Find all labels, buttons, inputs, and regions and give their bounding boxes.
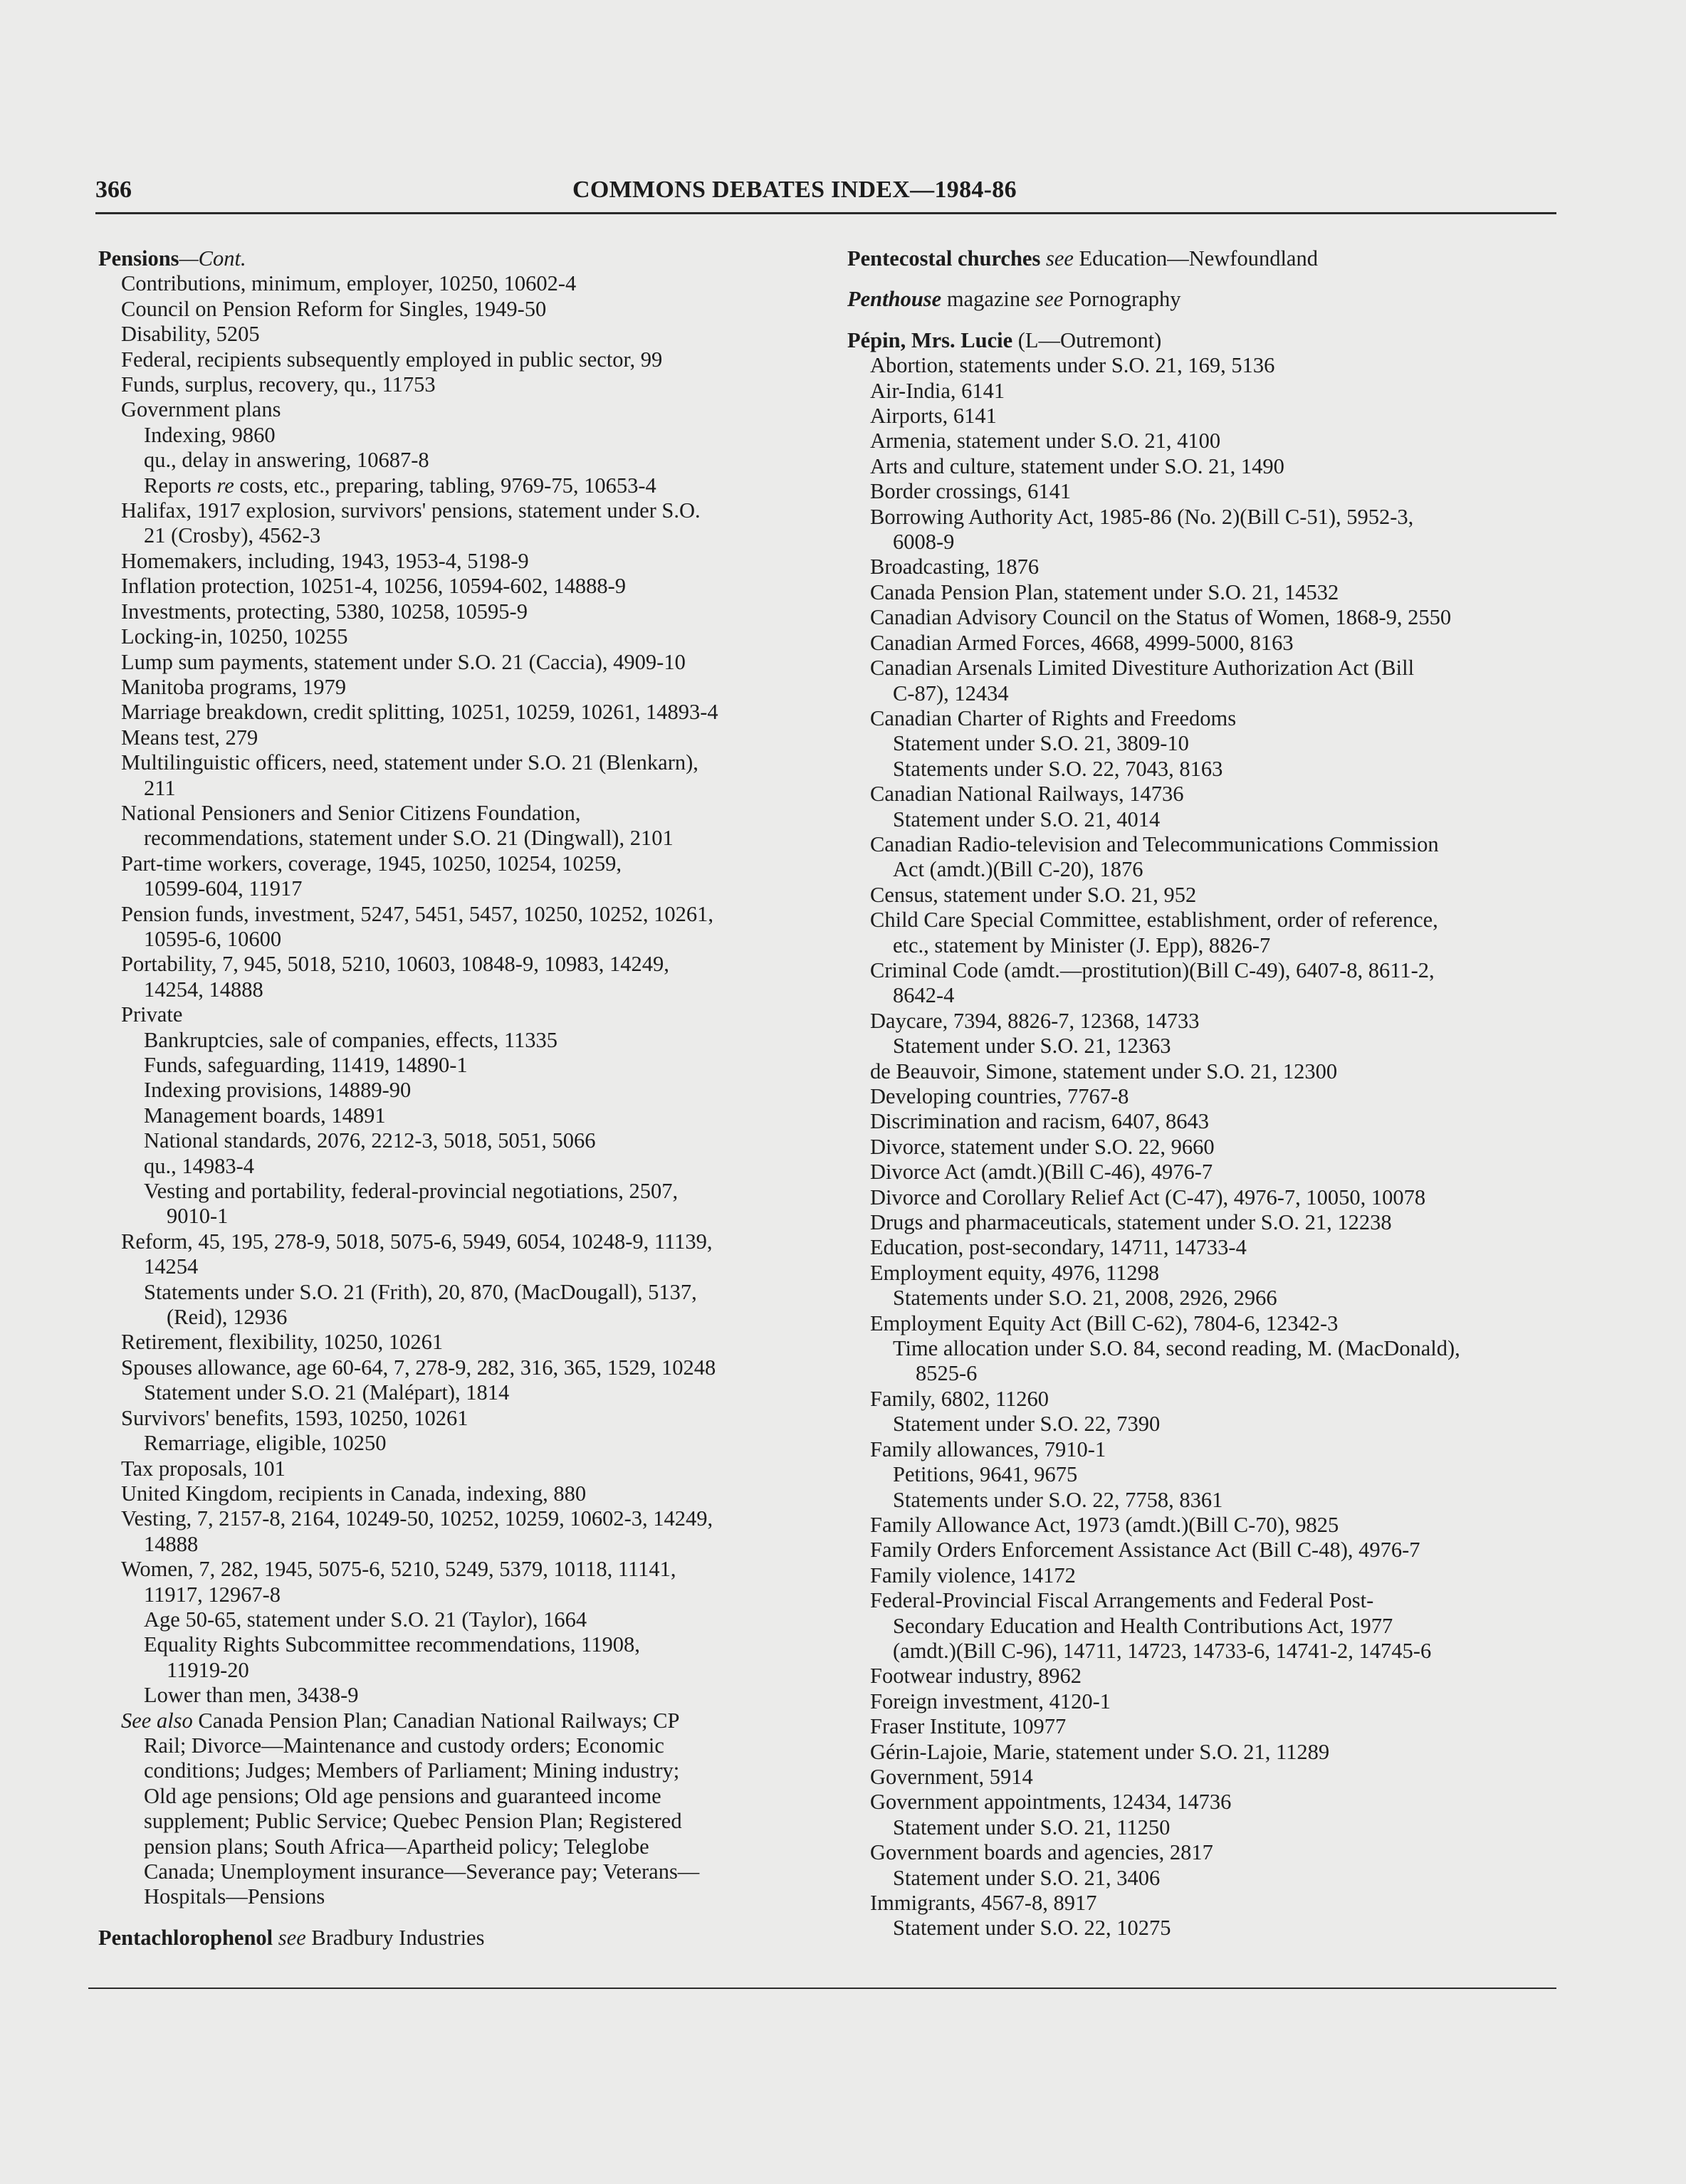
index-entry bbox=[847, 1815, 1566, 1840]
entry-text-text: Statement under S.O. 22, 10275 bbox=[893, 1916, 1171, 1941]
entry-text-text: 10595-6, 10600 bbox=[144, 926, 282, 951]
entry-text-text: Discrimination and racism, 6407, 8643 bbox=[870, 1109, 1210, 1134]
index-entry bbox=[98, 902, 824, 927]
index-entry bbox=[847, 1488, 1566, 1513]
index-entry bbox=[98, 297, 824, 322]
index-entry bbox=[98, 1280, 824, 1305]
entry-text-text: Tax proposals, 101 bbox=[121, 1456, 286, 1481]
entry-text-text: Retirement, flexibility, 10250, 10261 bbox=[121, 1330, 444, 1355]
index-entry bbox=[98, 271, 824, 296]
index-entry bbox=[847, 706, 1566, 731]
index-entry bbox=[98, 549, 824, 574]
entry-text-text: C-87), 12434 bbox=[893, 681, 1009, 705]
index-entry bbox=[847, 1790, 1566, 1815]
page-number: 366 bbox=[95, 177, 132, 203]
index-entry bbox=[98, 1254, 824, 1279]
entry-text-text: Contributions, minimum, employer, 10250, 10602-4 bbox=[121, 271, 577, 296]
entry-text-text: Funds, safeguarding, 11419, 14890-1 bbox=[144, 1053, 468, 1077]
entry-text-text: Education—Newfoundland bbox=[1073, 246, 1318, 271]
index-entry bbox=[98, 1557, 824, 1582]
index-entry bbox=[98, 473, 824, 498]
entry-gap bbox=[847, 313, 1566, 328]
entry-text-text: Secondary Education and Health Contributions Act, 1977 bbox=[893, 1613, 1393, 1638]
index-entry bbox=[847, 908, 1566, 933]
entry-text-text: Marriage breakdown, credit splitting, 10251, 10259, 10261, 14893-4 bbox=[121, 700, 718, 725]
index-entry bbox=[98, 675, 824, 700]
index-entry bbox=[847, 1916, 1566, 1941]
index-entry bbox=[847, 1135, 1566, 1160]
index-entry bbox=[847, 1009, 1566, 1034]
index-entry bbox=[847, 731, 1566, 756]
entry-text-text: Age 50-65, statement under S.O. 21 (Taylor), 1664 bbox=[144, 1607, 587, 1632]
entry-text-text: (L—Outremont) bbox=[1012, 327, 1162, 352]
entry-text-text: Bankruptcies, sale of companies, effects, 11335 bbox=[144, 1027, 558, 1052]
entry-text-text: qu., 14983-4 bbox=[144, 1153, 255, 1178]
index-entry bbox=[98, 1733, 824, 1758]
entry-text-text: Act (amdt.)(Bill C-20), 1876 bbox=[893, 857, 1143, 882]
entry-text-text: Indexing, 9860 bbox=[144, 422, 276, 447]
index-entry bbox=[98, 1053, 824, 1078]
entry-text-text: Statement under S.O. 21, 3809-10 bbox=[893, 731, 1189, 756]
index-entry bbox=[98, 322, 824, 347]
index-entry bbox=[98, 1607, 824, 1632]
index-entry bbox=[98, 1179, 824, 1204]
index-entry bbox=[847, 1462, 1566, 1487]
entry-text-text: Vesting, 7, 2157-8, 2164, 10249-50, 10252, 10259, 10602-3, 14249, bbox=[121, 1506, 713, 1531]
entry-text-text: Indexing provisions, 14889-90 bbox=[144, 1078, 412, 1103]
entry-text-text: etc., statement by Minister (J. Epp), 8826-7 bbox=[893, 933, 1271, 957]
index-entry bbox=[847, 1891, 1566, 1916]
entry-text-text: Employment equity, 4976, 11298 bbox=[870, 1260, 1160, 1285]
index-entry bbox=[98, 952, 824, 977]
index-entry bbox=[847, 1840, 1566, 1865]
entry-text-text: Child Care Special Committee, establishment, order of reference, bbox=[870, 908, 1438, 933]
index-entry bbox=[98, 776, 824, 801]
index-entry bbox=[847, 983, 1566, 1008]
entry-text-ital2: see bbox=[1035, 287, 1064, 312]
index-entry bbox=[847, 479, 1566, 504]
index-entry bbox=[98, 1784, 824, 1809]
entry-text-text: Statement under S.O. 21 (Malépart), 1814 bbox=[144, 1380, 510, 1405]
index-entry bbox=[98, 1658, 824, 1683]
index-entry bbox=[847, 1437, 1566, 1462]
index-entry bbox=[98, 599, 824, 624]
entry-text-text: Census, statement under S.O. 21, 952 bbox=[870, 882, 1197, 907]
index-heading bbox=[98, 246, 824, 271]
index-heading bbox=[98, 1926, 824, 1951]
index-entry bbox=[98, 1128, 824, 1153]
entry-text-text: 11917, 12967-8 bbox=[144, 1582, 281, 1607]
index-entry bbox=[98, 624, 824, 649]
index-entry bbox=[98, 1506, 824, 1531]
entry-text-text: qu., delay in answering, 10687-8 bbox=[144, 448, 429, 473]
index-entry bbox=[847, 1286, 1566, 1311]
index-entry bbox=[847, 1563, 1566, 1588]
index-entry bbox=[847, 555, 1566, 579]
index-entry bbox=[98, 1078, 824, 1103]
entry-text-text: 21 (Crosby), 4562-3 bbox=[144, 523, 321, 548]
index-entry bbox=[98, 448, 824, 473]
entry-text-text: Employment Equity Act (Bill C-62), 7804-6, 12342-3 bbox=[870, 1311, 1339, 1335]
entry-text-text: Border crossings, 6141 bbox=[870, 479, 1072, 504]
index-entry bbox=[847, 1639, 1566, 1664]
entry-text-text: 10599-604, 11917 bbox=[144, 876, 303, 901]
index-entry bbox=[98, 977, 824, 1002]
entry-text-text: Fraser Institute, 10977 bbox=[870, 1714, 1067, 1739]
entry-text-pre: Reports bbox=[144, 473, 217, 498]
entry-gap bbox=[98, 1910, 824, 1926]
entry-text-text: Manitoba programs, 1979 bbox=[121, 674, 346, 699]
index-entry bbox=[98, 725, 824, 750]
index-column-left bbox=[98, 246, 824, 1951]
entry-text-text: Statement under S.O. 21, 4014 bbox=[893, 807, 1161, 831]
index-entry bbox=[847, 505, 1566, 530]
entry-text-text: Arts and culture, statement under S.O. 21, 1490 bbox=[870, 453, 1284, 478]
index-entry bbox=[847, 379, 1566, 404]
index-entry bbox=[847, 807, 1566, 832]
entry-text-text: Inflation protection, 10251-4, 10256, 10594-602, 14888-9 bbox=[121, 574, 627, 599]
index-entry bbox=[847, 757, 1566, 782]
index-entry bbox=[847, 1412, 1566, 1437]
entry-text-text: Criminal Code (amdt.—prostitution)(Bill C-49), 6407-8, 8611-2, bbox=[870, 957, 1435, 982]
entry-text-text: Bradbury Industries bbox=[305, 1925, 485, 1950]
entry-text-text: 11919-20 bbox=[167, 1657, 249, 1682]
index-entry bbox=[847, 933, 1566, 958]
index-entry bbox=[847, 580, 1566, 605]
entry-text-text: 14254, 14888 bbox=[144, 977, 263, 1002]
index-entry bbox=[98, 750, 824, 775]
index-entry bbox=[847, 1235, 1566, 1260]
index-entry bbox=[847, 1538, 1566, 1563]
entry-text-text: Locking-in, 10250, 10255 bbox=[121, 624, 348, 649]
index-entry bbox=[847, 681, 1566, 706]
index-entry bbox=[847, 1160, 1566, 1185]
index-entry bbox=[98, 397, 824, 422]
index-entry bbox=[98, 1380, 824, 1405]
index-entry bbox=[847, 454, 1566, 479]
entry-text-text: Part-time workers, coverage, 1945, 10250, 10254, 10259, bbox=[121, 851, 622, 876]
index-entry bbox=[98, 927, 824, 952]
index-entry bbox=[847, 429, 1566, 453]
index-entry bbox=[847, 1588, 1566, 1613]
entry-text-text: (amdt.)(Bill C-96), 14711, 14723, 14733-6, 14741-2, 14745-6 bbox=[893, 1638, 1432, 1663]
index-entry bbox=[847, 1689, 1566, 1714]
entry-text-text: Daycare, 7394, 8826-7, 12368, 14733 bbox=[870, 1008, 1200, 1033]
entry-text-bold: Pentecostal churches bbox=[847, 246, 1041, 271]
index-entry bbox=[847, 958, 1566, 983]
index-entry bbox=[98, 1154, 824, 1179]
entry-text-text: Canadian Arsenals Limited Divestiture Authorization Act (Bill bbox=[870, 656, 1415, 681]
page-header bbox=[95, 177, 1555, 214]
entry-text-text: pension plans; South Africa—Apartheid policy; Teleglobe bbox=[144, 1834, 649, 1859]
entry-text-bold: Pensions bbox=[98, 246, 179, 271]
entry-text-text: Survivors' benefits, 1593, 10250, 10261 bbox=[121, 1405, 468, 1430]
entry-text-text: Investments, protecting, 5380, 10258, 10595-9 bbox=[121, 599, 528, 624]
entry-text-text: Abortion, statements under S.O. 21, 169, 5136 bbox=[870, 353, 1275, 378]
entry-text-text: costs, etc., preparing, tabling, 9769-75, 10653-4 bbox=[234, 473, 656, 498]
entry-text-text: Drugs and pharmaceuticals, statement under S.O. 21, 12238 bbox=[870, 1210, 1392, 1235]
running-title: COMMONS DEBATES INDEX—1984-86 bbox=[572, 177, 1017, 203]
entry-text-text: Disability, 5205 bbox=[121, 322, 260, 347]
index-entry bbox=[98, 1229, 824, 1254]
index-entry bbox=[98, 826, 824, 851]
entry-text-text: Pension funds, investment, 5247, 5451, 5457, 10250, 10252, 10261, bbox=[121, 901, 713, 926]
entry-text-text: Developing countries, 7767-8 bbox=[870, 1084, 1129, 1108]
index-entry bbox=[847, 1185, 1566, 1210]
index-entry bbox=[98, 801, 824, 826]
entry-text-text: Canadian Charter of Rights and Freedoms bbox=[870, 705, 1237, 730]
index-entry bbox=[98, 423, 824, 448]
entry-text-text: 14888 bbox=[144, 1531, 199, 1556]
entry-text-text: magazine bbox=[941, 287, 1036, 312]
index-entry bbox=[847, 1614, 1566, 1639]
entry-text-text: Funds, surplus, recovery, qu., 11753 bbox=[121, 372, 436, 397]
entry-text-text: Multilinguistic officers, need, statement under S.O. 21 (Blenkarn), bbox=[121, 750, 698, 775]
entry-text-text: Statement under S.O. 22, 7390 bbox=[893, 1412, 1161, 1437]
entry-text-bolditalic: Penthouse bbox=[847, 287, 942, 312]
entry-text-text: Homemakers, including, 1943, 1953-4, 5198-9 bbox=[121, 548, 529, 573]
entry-text-ital: see bbox=[273, 1925, 306, 1950]
entry-text-text: Education, post-secondary, 14711, 14733-4 bbox=[870, 1235, 1247, 1260]
entry-text-text: 14254 bbox=[144, 1254, 199, 1279]
index-entry bbox=[98, 372, 824, 397]
entry-text-text: National Pensioners and Senior Citizens Foundation, bbox=[121, 800, 581, 825]
entry-text-text: Canada Pension Plan; Canadian National Railways; CP bbox=[192, 1708, 680, 1733]
entry-text-text: Immigrants, 4567-8, 8917 bbox=[870, 1891, 1097, 1915]
entry-text-text: Family Allowance Act, 1973 (amdt.)(Bill C-70), 9825 bbox=[870, 1512, 1339, 1537]
entry-text-text: Remarriage, eligible, 10250 bbox=[144, 1431, 387, 1456]
entry-text-text: 8525-6 bbox=[916, 1361, 978, 1386]
entry-text-text: Divorce Act (amdt.)(Bill C-46), 4976-7 bbox=[870, 1160, 1213, 1185]
index-entry bbox=[847, 1513, 1566, 1538]
entry-text-ital: see bbox=[1040, 246, 1074, 271]
entry-text-text: Divorce, statement under S.O. 22, 9660 bbox=[870, 1134, 1215, 1159]
entry-text-text: Canadian National Railways, 14736 bbox=[870, 782, 1184, 807]
index-entry bbox=[98, 1355, 824, 1380]
entry-text-text: Government appointments, 12434, 14736 bbox=[870, 1790, 1232, 1815]
entry-text-text: Canada Pension Plan, statement under S.O. 21, 14532 bbox=[870, 579, 1339, 604]
index-entry bbox=[847, 883, 1566, 908]
index-entry bbox=[847, 631, 1566, 656]
index-entry bbox=[98, 498, 824, 523]
index-entry bbox=[847, 1311, 1566, 1336]
entry-text-text: Statements under S.O. 21 (Frith), 20, 870, (MacDougall), 5137, bbox=[144, 1279, 697, 1304]
entry-text-text: conditions; Judges; Members of Parliament; Mining industry; bbox=[144, 1758, 680, 1783]
entry-text-text: Statement under S.O. 21, 3406 bbox=[893, 1865, 1161, 1890]
entry-text-text: Equality Rights Subcommittee recommendations, 11908, bbox=[144, 1632, 640, 1657]
entry-text-text: Statement under S.O. 21, 12363 bbox=[893, 1034, 1171, 1059]
entry-text-text: Lower than men, 3438-9 bbox=[144, 1683, 359, 1708]
index-entry bbox=[98, 1809, 824, 1834]
entry-text-text: recommendations, statement under S.O. 21 (Dingwall), 2101 bbox=[144, 826, 674, 851]
index-entry bbox=[98, 1028, 824, 1053]
index-entry bbox=[847, 353, 1566, 378]
index-entry bbox=[98, 1532, 824, 1557]
index-entry bbox=[847, 857, 1566, 882]
index-entry bbox=[98, 1582, 824, 1607]
entry-text-text: Lump sum payments, statement under S.O. 21 (Caccia), 4909-10 bbox=[121, 649, 686, 674]
index-entry bbox=[847, 1261, 1566, 1286]
entry-text-text: (Reid), 12936 bbox=[167, 1305, 288, 1330]
entry-text-text: Women, 7, 282, 1945, 5075-6, 5210, 5249, 5379, 10118, 11141, bbox=[121, 1557, 676, 1582]
entry-text-text: National standards, 2076, 2212-3, 5018, 5051, 5066 bbox=[144, 1128, 596, 1153]
entry-text-text: Management boards, 14891 bbox=[144, 1103, 386, 1128]
index-entry bbox=[98, 700, 824, 725]
entry-text-text: Federal-Provincial Fiscal Arrangements and Federal Post- bbox=[870, 1588, 1374, 1613]
entry-text-text: Federal, recipients subsequently employed in public sector, 99 bbox=[121, 347, 663, 372]
index-entry bbox=[847, 1059, 1566, 1084]
index-heading bbox=[847, 328, 1566, 353]
index-entry bbox=[98, 1481, 824, 1506]
entry-text-text: Footwear industry, 8962 bbox=[870, 1664, 1082, 1689]
header-rule bbox=[95, 212, 1556, 214]
index-entry bbox=[98, 650, 824, 675]
entry-text-text: Borrowing Authority Act, 1985-86 (No. 2)(Bill C-51), 5952-3, bbox=[870, 504, 1414, 529]
index-entry bbox=[98, 347, 824, 372]
index-entry bbox=[847, 1210, 1566, 1235]
index-entry bbox=[98, 1884, 824, 1909]
entry-text-text: Armenia, statement under S.O. 21, 4100 bbox=[870, 429, 1221, 453]
index-entry bbox=[847, 1714, 1566, 1739]
index-entry bbox=[98, 1204, 824, 1229]
entry-text-text: Broadcasting, 1876 bbox=[870, 555, 1040, 579]
entry-text-text: Means test, 279 bbox=[121, 725, 258, 750]
entry-text-text: Spouses allowance, age 60-64, 7, 278-9, 282, 316, 365, 1529, 10248 bbox=[121, 1355, 716, 1380]
entry-gap bbox=[847, 271, 1566, 287]
index-entry bbox=[98, 574, 824, 599]
entry-text-text: Canadian Radio-television and Telecommunications Commission bbox=[870, 831, 1439, 856]
index-entry bbox=[847, 1336, 1566, 1361]
entry-text-text: Statement under S.O. 21, 11250 bbox=[893, 1815, 1171, 1839]
entry-text-text: United Kingdom, recipients in Canada, indexing, 880 bbox=[121, 1481, 587, 1506]
entry-text-bold: Pépin, Mrs. Lucie bbox=[847, 327, 1013, 352]
entry-text-text: Statements under S.O. 21, 2008, 2926, 2966 bbox=[893, 1286, 1277, 1311]
index-entry bbox=[98, 1708, 824, 1733]
index-entry bbox=[98, 1431, 824, 1456]
index-entry bbox=[98, 1683, 824, 1708]
entry-text-text: Canadian Armed Forces, 4668, 4999-5000, 8163 bbox=[870, 630, 1294, 655]
entry-text-text: Government, 5914 bbox=[870, 1764, 1033, 1789]
index-entry bbox=[847, 1361, 1566, 1386]
index-entry bbox=[847, 1740, 1566, 1765]
entry-text-text: Family, 6802, 11260 bbox=[870, 1386, 1049, 1411]
entry-text-text: 211 bbox=[144, 775, 176, 800]
entry-text-text: Family allowances, 7910-1 bbox=[870, 1437, 1106, 1461]
entry-text-text: Private bbox=[121, 1002, 183, 1027]
index-heading bbox=[847, 287, 1566, 312]
index-entry bbox=[98, 851, 824, 876]
entry-text-text: Government boards and agencies, 2817 bbox=[870, 1840, 1213, 1865]
entry-text-text: Statements under S.O. 22, 7758, 8361 bbox=[893, 1487, 1223, 1512]
index-entry bbox=[98, 1456, 824, 1481]
index-entry bbox=[847, 1866, 1566, 1891]
index-entry bbox=[847, 1034, 1566, 1059]
entry-text-text: supplement; Public Service; Quebec Pension Plan; Registered bbox=[144, 1809, 682, 1834]
index-entry bbox=[98, 1632, 824, 1657]
index-entry bbox=[98, 1834, 824, 1859]
entry-text-ital: re bbox=[216, 473, 234, 498]
index-entry bbox=[847, 404, 1566, 429]
entry-text-text: Family Orders Enforcement Assistance Act (Bill C-48), 4976-7 bbox=[870, 1538, 1420, 1563]
entry-text-text: Statements under S.O. 22, 7043, 8163 bbox=[893, 756, 1223, 781]
index-entry bbox=[847, 832, 1566, 857]
entry-text-text: 8642-4 bbox=[893, 983, 955, 1008]
index-entry bbox=[98, 1758, 824, 1783]
entry-text-text: 9010-1 bbox=[167, 1204, 229, 1229]
entry-text-text: Petitions, 9641, 9675 bbox=[893, 1462, 1078, 1487]
entry-text-text: Reform, 45, 195, 278-9, 5018, 5075-6, 5949, 6054, 10248-9, 11139, bbox=[121, 1229, 713, 1254]
entry-text-text: Canada; Unemployment insurance—Severance pay; Veterans— bbox=[144, 1859, 700, 1884]
entry-text-ital: See also bbox=[121, 1708, 193, 1733]
index-entry bbox=[98, 1859, 824, 1884]
entry-text-text: Canadian Advisory Council on the Status of Women, 1868-9, 2550 bbox=[870, 605, 1452, 630]
index-entry bbox=[847, 1109, 1566, 1134]
index-entry bbox=[847, 1664, 1566, 1689]
entry-text-text: Air-India, 6141 bbox=[870, 378, 1005, 403]
index-entry bbox=[98, 1103, 824, 1128]
index-heading bbox=[847, 246, 1566, 271]
index-entry bbox=[847, 1084, 1566, 1109]
entry-text-text: de Beauvoir, Simone, statement under S.O. 21, 12300 bbox=[870, 1059, 1338, 1083]
entry-text-text: Vesting and portability, federal-provincial negotiations, 2507, bbox=[144, 1179, 679, 1204]
entry-text-text: Halifax, 1917 explosion, survivors' pensions, statement under S.O. bbox=[121, 498, 701, 523]
entry-text-text: 6008-9 bbox=[893, 530, 955, 555]
entry-text-text: Gérin-Lajoie, Marie, statement under S.O. 21, 11289 bbox=[870, 1739, 1330, 1764]
entry-text-ital: —Cont. bbox=[179, 246, 246, 271]
index-entry bbox=[847, 1765, 1566, 1790]
entry-text-text: Airports, 6141 bbox=[870, 404, 997, 429]
footer-rule bbox=[88, 1988, 1556, 1989]
index-entry bbox=[98, 1406, 824, 1431]
index-entry bbox=[847, 782, 1566, 807]
entry-text-text: Hospitals—Pensions bbox=[144, 1884, 325, 1909]
index-entry bbox=[98, 876, 824, 901]
entry-text-text: Time allocation under S.O. 84, second reading, M. (MacDonald), bbox=[893, 1336, 1460, 1361]
index-entry bbox=[98, 523, 824, 548]
entry-text-text: Family violence, 14172 bbox=[870, 1563, 1076, 1587]
index-column-right bbox=[847, 246, 1566, 1941]
entry-text-text: Portability, 7, 945, 5018, 5210, 10603, 10848-9, 10983, 14249, bbox=[121, 952, 669, 977]
index-entry bbox=[98, 1330, 824, 1355]
entry-text-text: Rail; Divorce—Maintenance and custody orders; Economic bbox=[144, 1733, 664, 1758]
entry-text-bold: Pentachlorophenol bbox=[98, 1925, 273, 1950]
entry-text-text: Old age pensions; Old age pensions and guaranteed income bbox=[144, 1783, 661, 1808]
entry-text-text: Government plans bbox=[121, 397, 281, 422]
index-entry bbox=[847, 530, 1566, 555]
index-entry bbox=[847, 1387, 1566, 1412]
entry-text-text: Foreign investment, 4120-1 bbox=[870, 1689, 1111, 1713]
entry-text-text: Divorce and Corollary Relief Act (C-47), 4976-7, 10050, 10078 bbox=[870, 1185, 1426, 1209]
index-entry bbox=[98, 1305, 824, 1330]
index-entry bbox=[847, 605, 1566, 630]
index-entry bbox=[847, 656, 1566, 681]
entry-text-text: Council on Pension Reform for Singles, 1949-50 bbox=[121, 296, 547, 321]
entry-text-text2: Pornography bbox=[1063, 287, 1181, 312]
index-entry bbox=[98, 1002, 824, 1027]
